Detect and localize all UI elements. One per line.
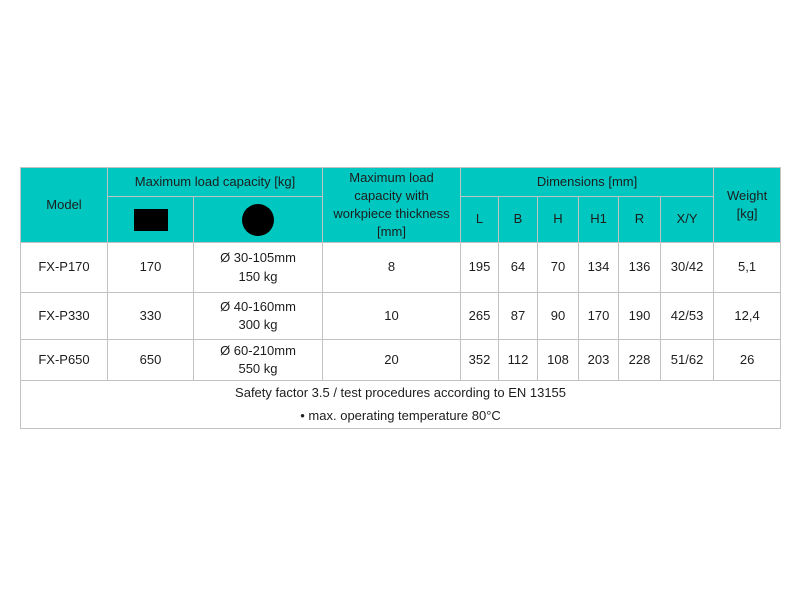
product-spec-table: [20, 167, 781, 429]
dim-col-header-r: R: [619, 197, 661, 243]
dim-col-header-b: B: [499, 197, 538, 243]
round-range: Ø 30-105mm: [220, 250, 296, 266]
thickness-cell: 20: [323, 340, 461, 381]
dim-cell-r: 228: [619, 340, 661, 381]
dim-cell-h: 90: [538, 293, 579, 340]
operating-temperature-note: • max. operating temperature 80°C: [21, 405, 781, 429]
round-capacity: 150 kg: [238, 268, 278, 284]
dim-cell-l: 195: [461, 243, 499, 293]
dim-cell-h1: 203: [579, 340, 619, 381]
weight-cell: 5,1: [714, 243, 781, 293]
rectangle-icon: [134, 209, 168, 231]
dim-col-header-h: H: [538, 197, 579, 243]
round-capacity-cell: [194, 340, 323, 381]
flat-workpiece-header-cell: [108, 197, 194, 243]
dim-col-header-l: L: [461, 197, 499, 243]
table-row-fx-p330: [21, 293, 781, 340]
round-workpiece-header-cell: [194, 197, 323, 243]
dim-cell-h1: 170: [579, 293, 619, 340]
round-capacity: 550 kg: [238, 361, 278, 376]
round-capacity-cell: [194, 243, 323, 293]
dim-cell-b: 112: [499, 340, 538, 381]
model-cell: FX-P170: [21, 243, 108, 293]
footnote-row-temperature: [21, 405, 781, 429]
table-row-fx-p650: [21, 340, 781, 381]
dim-cell-xy: 42/53: [661, 293, 714, 340]
dim-cell-xy: 51/62: [661, 340, 714, 381]
workpiece-thickness-column-header: Maximum load capacity with workpiece thickness [mm]: [323, 168, 461, 243]
thickness-cell: 10: [323, 293, 461, 340]
table-row-fx-p170: [21, 243, 781, 293]
dimensions-column-header: Dimensions [mm]: [461, 168, 714, 197]
flat-capacity-cell: 330: [108, 293, 194, 340]
dim-cell-h: 108: [538, 340, 579, 381]
model-cell: FX-P650: [21, 340, 108, 381]
dim-cell-b: 64: [499, 243, 538, 293]
model-cell: FX-P330: [21, 293, 108, 340]
dim-cell-r: 136: [619, 243, 661, 293]
max-load-column-header: Maximum load capacity [kg]: [108, 168, 323, 197]
dim-cell-h1: 134: [579, 243, 619, 293]
dim-cell-h: 70: [538, 243, 579, 293]
dim-cell-xy: 30/42: [661, 243, 714, 293]
round-capacity: 300 kg: [238, 317, 278, 332]
dim-col-header-xy: X/Y: [661, 197, 714, 243]
dim-cell-l: 265: [461, 293, 499, 340]
weight-column-header: Weight [kg]: [714, 168, 781, 243]
spec-table-container: [20, 167, 781, 429]
safety-factor-note: Safety factor 3.5 / test procedures according to EN 13155: [21, 381, 781, 405]
flat-capacity-cell: 650: [108, 340, 194, 381]
weight-cell: 12,4: [714, 293, 781, 340]
round-capacity-cell: [194, 293, 323, 340]
round-range: Ø 40-160mm: [220, 298, 296, 314]
circle-icon: [242, 204, 274, 236]
dim-cell-l: 352: [461, 340, 499, 381]
footnote-row-safety: [21, 381, 781, 405]
header-row-1: [21, 168, 781, 197]
weight-cell: 26: [714, 340, 781, 381]
round-range: Ø 60-210mm: [220, 342, 296, 358]
model-column-header: Model: [21, 168, 108, 243]
thickness-cell: 8: [323, 243, 461, 293]
dim-col-header-h1: H1: [579, 197, 619, 243]
flat-capacity-cell: 170: [108, 243, 194, 293]
dim-cell-b: 87: [499, 293, 538, 340]
dim-cell-r: 190: [619, 293, 661, 340]
